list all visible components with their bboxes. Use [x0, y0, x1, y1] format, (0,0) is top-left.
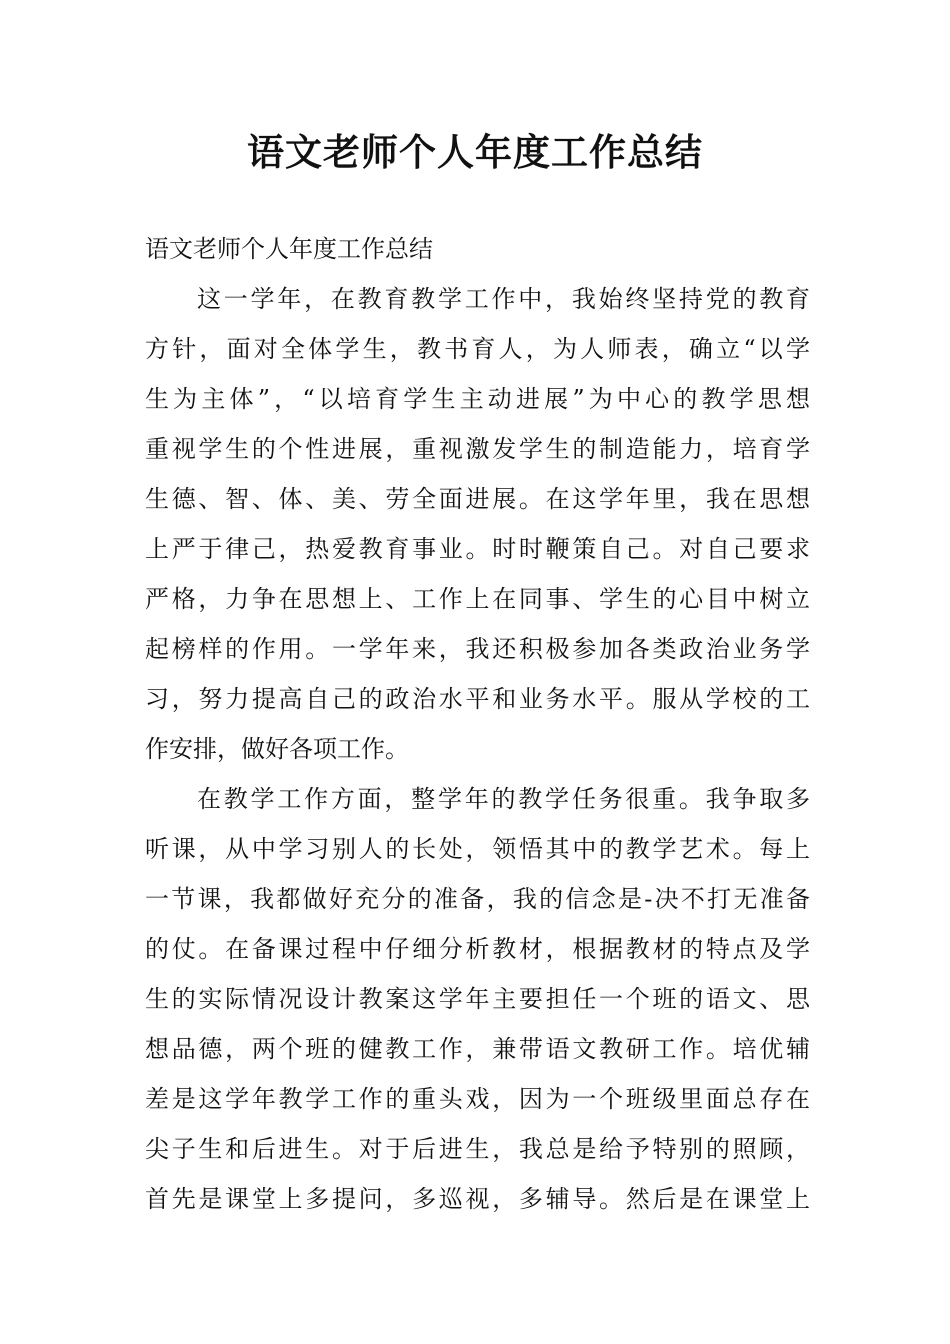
text-line: 方针，面对全体学生，教书育人，为人师表，确立“以学 — [145, 335, 810, 363]
text-line: 重视学生的个性进展，重视激发学生的制造能力，培育学 — [145, 435, 810, 463]
document-body — [145, 224, 810, 1224]
paragraph-1 — [145, 274, 810, 774]
text-line: 作安排，做好各项工作。 — [145, 735, 409, 763]
text-line: 生的实际情况设计教案这学年主要担任一个班的语文、思 — [145, 985, 810, 1013]
text-line: 一节课，我都做好充分的准备，我的信念是-决不打无准备 — [145, 885, 810, 913]
text-line: 的仗。在备课过程中仔细分析教材，根据教材的特点及学 — [145, 935, 810, 963]
text-line: 起榜样的作用。一学年来，我还积极参加各类政治业务学 — [145, 635, 810, 663]
text-line: 严格，力争在思想上、工作上在同事、学生的心目中树立 — [145, 585, 810, 613]
text-line: 首先是课堂上多提问，多巡视，多辅导。然后是在课堂上 — [145, 1185, 810, 1213]
text-line: 上严于律己，热爱教育事业。时时鞭策自己。对自己要求 — [145, 535, 810, 563]
text-line: 差是这学年教学工作的重头戏，因为一个班级里面总存在 — [145, 1085, 810, 1113]
document-title: 语文老师个人年度工作总结 — [247, 130, 703, 174]
text-line: 习，努力提高自己的政治水平和业务水平。服从学校的工 — [145, 685, 810, 713]
text-line: 想品德，两个班的健教工作，兼带语文教研工作。培优辅 — [145, 1035, 810, 1063]
document-subtitle: 语文老师个人年度工作总结 — [145, 235, 433, 263]
text-line: 这一学年，在教育教学工作中，我始终坚持党的教育 — [197, 285, 810, 313]
text-line: 生德、智、体、美、劳全面进展。在这学年里，我在思想 — [145, 485, 810, 513]
text-line: 在教学工作方面，整学年的教学任务很重。我争取多 — [197, 785, 810, 813]
paragraph-2 — [145, 774, 810, 1224]
text-line: 听课，从中学习别人的长处，领悟其中的教学艺术。每上 — [145, 835, 810, 863]
text-line: 生为主体”，“以培育学生主动进展”为中心的教学思想 — [145, 385, 810, 413]
text-line: 尖子生和后进生。对于后进生，我总是给予特别的照顾， — [145, 1135, 810, 1163]
